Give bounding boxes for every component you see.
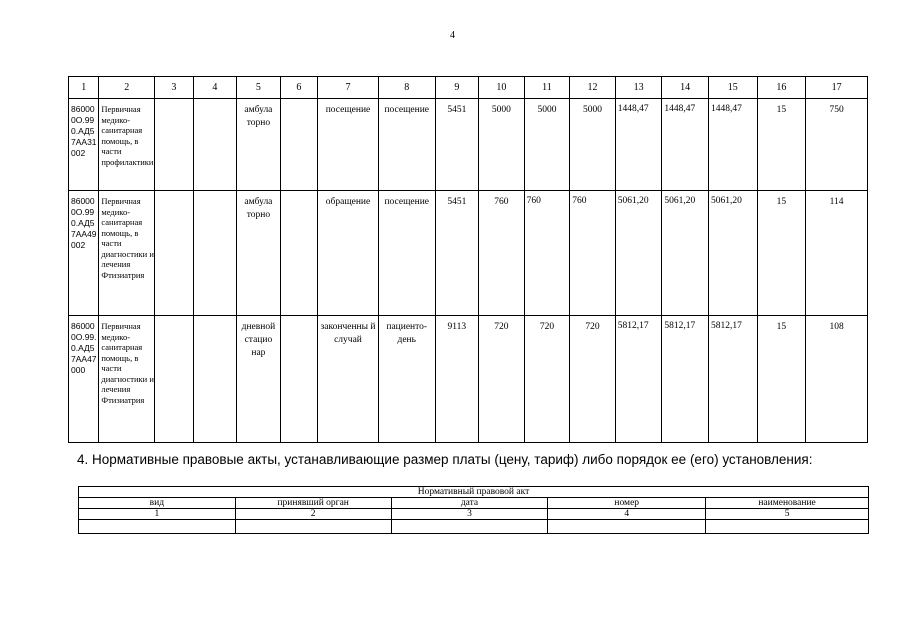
header-cell: 11: [524, 77, 570, 99]
header-cell: 8: [378, 77, 435, 99]
table-row: [69, 191, 868, 316]
indicator-name: посещение: [318, 99, 379, 191]
registry-code: 860000О.99.0.АД57АА47000: [69, 316, 99, 443]
service-description: Первичная медико-санитарная помощь, в части профилактики: [99, 99, 155, 191]
header-cell: 14: [662, 77, 709, 99]
column-numbers-row: [69, 77, 868, 99]
header-cell: 2: [99, 77, 155, 99]
header-cell: 6: [280, 77, 317, 99]
value-year-2: 5000: [524, 99, 570, 191]
header-cell: 9: [435, 77, 479, 99]
registry-code: 860000О.990.АД57АА31002: [69, 99, 99, 191]
indicator-name: законченны й случай: [318, 316, 379, 443]
deviation-absolute: 750: [806, 99, 868, 191]
value-year-3: 5000: [570, 99, 616, 191]
deviation-absolute: 108: [806, 316, 868, 443]
column-header-name: наименование: [706, 498, 869, 509]
deviation-percent: 15: [757, 191, 806, 316]
deviation-absolute: 114: [806, 191, 868, 316]
unit-code: 5451: [435, 191, 479, 316]
price-year-3: 5061,20: [708, 191, 757, 316]
column-header-date: дата: [391, 498, 548, 509]
empty-cell: [706, 520, 869, 534]
header-cell: 4: [193, 77, 237, 99]
unit-name: пациенто-день: [378, 316, 435, 443]
empty-cell: [193, 99, 237, 191]
column-header-authority: принявший орган: [235, 498, 391, 509]
value-year-3: 760: [570, 191, 616, 316]
empty-cell: [193, 191, 237, 316]
column-header-number: номер: [548, 498, 706, 509]
price-year-2: 1448,47: [662, 99, 709, 191]
price-year-2: 5812,17: [662, 316, 709, 443]
table-row: [69, 316, 868, 443]
value-year-3: 720: [570, 316, 616, 443]
column-number: 2: [235, 509, 391, 520]
column-number: 1: [79, 509, 236, 520]
header-cell: 3: [155, 77, 193, 99]
column-header-type: вид: [79, 498, 236, 509]
header-cell: 17: [806, 77, 868, 99]
unit-name: посещение: [378, 99, 435, 191]
unit-name: посещение: [378, 191, 435, 316]
column-numbers-row: [79, 509, 869, 520]
header-cell: 10: [479, 77, 525, 99]
price-year-3: 5812,17: [708, 316, 757, 443]
column-header-row: [79, 498, 869, 509]
table-row: [69, 99, 868, 191]
empty-cell: [193, 316, 237, 443]
value-year-1: 720: [479, 316, 525, 443]
column-number: 3: [391, 509, 548, 520]
header-cell: 7: [318, 77, 379, 99]
price-year-1: 5061,20: [615, 191, 662, 316]
value-year-1: 760: [479, 191, 525, 316]
empty-cell: [155, 316, 193, 443]
group-header: Нормативный правовой акт: [79, 487, 869, 498]
price-year-2: 5061,20: [662, 191, 709, 316]
column-number: 4: [548, 509, 706, 520]
price-year-1: 5812,17: [615, 316, 662, 443]
header-cell: 15: [708, 77, 757, 99]
value-year-2: 720: [524, 316, 570, 443]
header-cell: 16: [757, 77, 806, 99]
price-year-1: 1448,47: [615, 99, 662, 191]
unit-code: 5451: [435, 99, 479, 191]
column-number: 5: [706, 509, 869, 520]
service-volume-table: [68, 76, 868, 443]
empty-cell: [155, 99, 193, 191]
service-description: Первичная медико-санитарная помощь, в части диагностики и лечения Фтизиатрия: [99, 191, 155, 316]
header-cell: 1: [69, 77, 99, 99]
service-description: Первичная медико-санитарная помощь, в части диагностики и лечения Фтизиатрия: [99, 316, 155, 443]
page-number: 4: [450, 30, 455, 41]
registry-code: 860000О.990.АД57АА49002: [69, 191, 99, 316]
empty-cell: [79, 520, 236, 534]
indicator-name: обращение: [318, 191, 379, 316]
empty-cell: [155, 191, 193, 316]
deviation-percent: 15: [757, 316, 806, 443]
table-row: [79, 520, 869, 534]
empty-cell: [280, 99, 317, 191]
value-year-1: 5000: [479, 99, 525, 191]
service-condition: амбула торно: [237, 99, 281, 191]
value-year-2: 760: [524, 191, 570, 316]
header-cell: 13: [615, 77, 662, 99]
empty-cell: [391, 520, 548, 534]
empty-cell: [280, 316, 317, 443]
service-condition: дневной стацио нар: [237, 316, 281, 443]
header-cell: 12: [570, 77, 616, 99]
empty-cell: [548, 520, 706, 534]
empty-cell: [280, 191, 317, 316]
empty-cell: [235, 520, 391, 534]
header-cell: 5: [237, 77, 281, 99]
table-group-header-row: [79, 487, 869, 498]
section-4-title: 4. Нормативные правовые акты, устанавливающие размер платы (цену, тариф) либо порядок ее (его) установления:: [77, 452, 813, 467]
legal-acts-table: [78, 486, 869, 534]
service-condition: амбула торно: [237, 191, 281, 316]
unit-code: 9113: [435, 316, 479, 443]
price-year-3: 1448,47: [708, 99, 757, 191]
deviation-percent: 15: [757, 99, 806, 191]
